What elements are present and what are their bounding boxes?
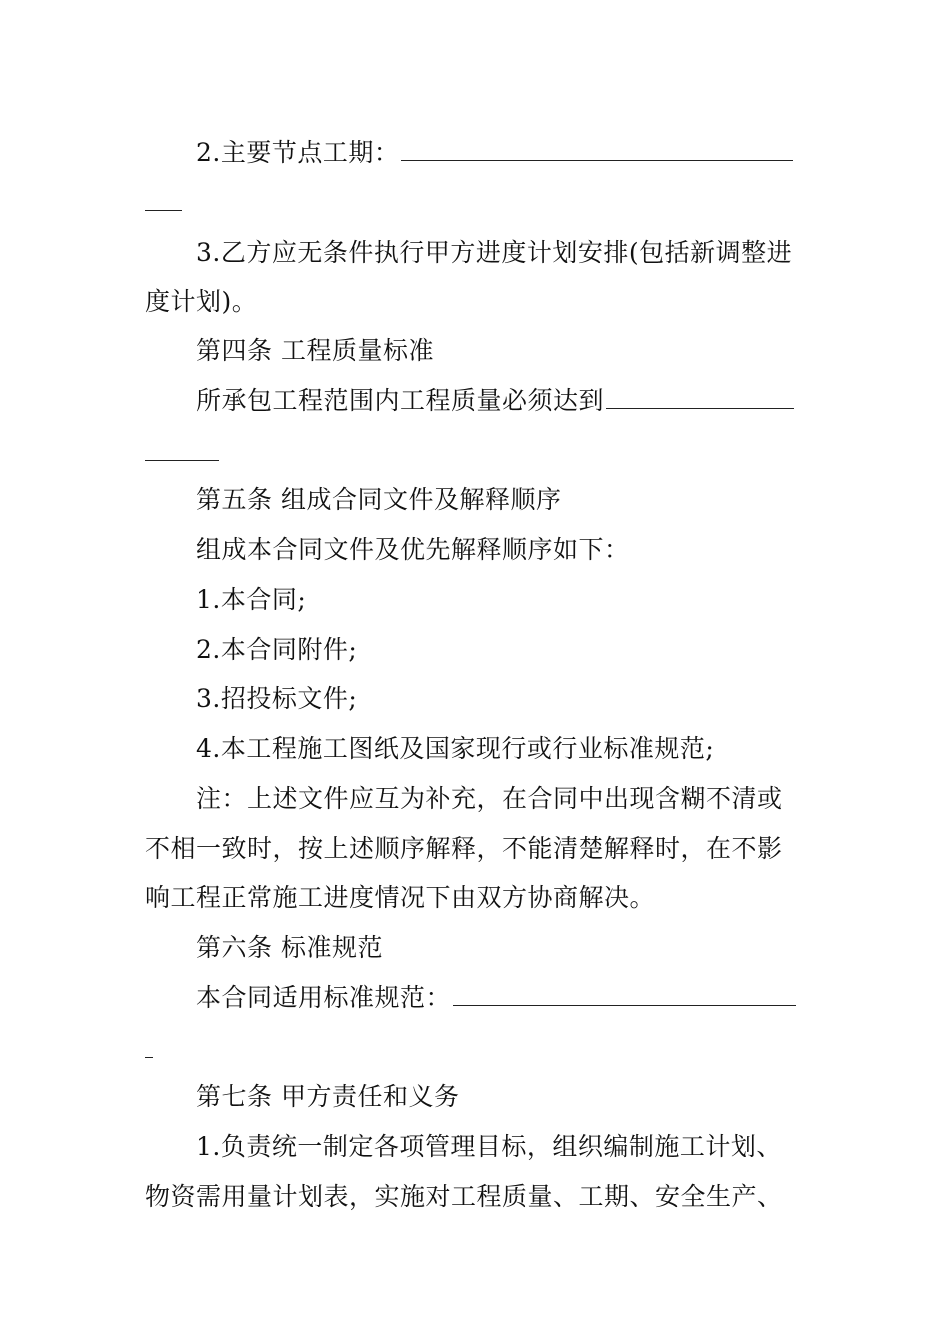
heading-text: 第四条 工程质量标准 [196,336,434,365]
text-line: 2.本合同附件; [196,635,358,664]
article-6-heading [196,928,810,968]
text-line: 1.本合同; [196,585,307,614]
article-5-item-1 [196,580,810,620]
text-line: 组成本合同文件及优先解释顺序如下： [196,535,630,564]
fill-in-blank-continued [145,210,182,211]
heading-text: 第五条 组成合同文件及解释顺序 [196,485,562,514]
clause-3-item-3-cont [145,282,810,322]
article-4-body [196,381,810,421]
article-4-heading [196,331,810,371]
article-5-note-cont [145,829,810,869]
text-line: 物资需用量计划表，实施对工程质量、工期、安全生产、 [145,1182,783,1211]
article-5-item-3 [196,679,810,719]
article-5-intro [196,530,810,570]
article-7-item-1 [196,1127,810,1167]
article-7-heading [196,1077,810,1117]
text-line: 度计划)。 [145,287,258,316]
text-line: 所承包工程范围内工程质量必须达到 [196,386,605,415]
article-7-item-1-cont [145,1177,810,1217]
fill-in-blank-continued [145,460,219,461]
text-line: 本合同适用标准规范： [196,983,452,1012]
text-line: 注：上述文件应互为补充，在合同中出现含糊不清或 [196,784,783,813]
fill-in-blank-continued [145,1057,153,1058]
text-line: 3.乙方应无条件执行甲方进度计划安排(包括新调整进 [196,238,793,267]
text-line: 2.主要节点工期： [196,138,400,167]
article-5-note [196,779,810,819]
fill-in-blank [606,384,794,409]
text-line: 响工程正常施工进度情况下由双方协商解决。 [145,883,656,912]
article-5-note-cont [145,878,810,918]
article-5-heading [196,480,810,520]
heading-text: 第七条 甲方责任和义务 [196,1082,460,1111]
text-line: 不相一致时，按上述顺序解释，不能清楚解释时，在不影 [145,834,783,863]
text-line: 3.招投标文件; [196,684,358,713]
article-5-item-4 [196,729,810,769]
fill-in-blank [453,981,796,1006]
fill-in-blank [401,136,793,161]
heading-text: 第六条 标准规范 [196,933,383,962]
article-6-body [196,978,810,1018]
text-line: 4.本工程施工图纸及国家现行或行业标准规范; [196,734,715,763]
clause-3-item-2 [196,133,810,173]
article-5-item-2 [196,630,810,670]
text-line: 1.负责统一制定各项管理目标，组织编制施工计划、 [196,1132,782,1161]
clause-3-item-3 [196,233,810,273]
